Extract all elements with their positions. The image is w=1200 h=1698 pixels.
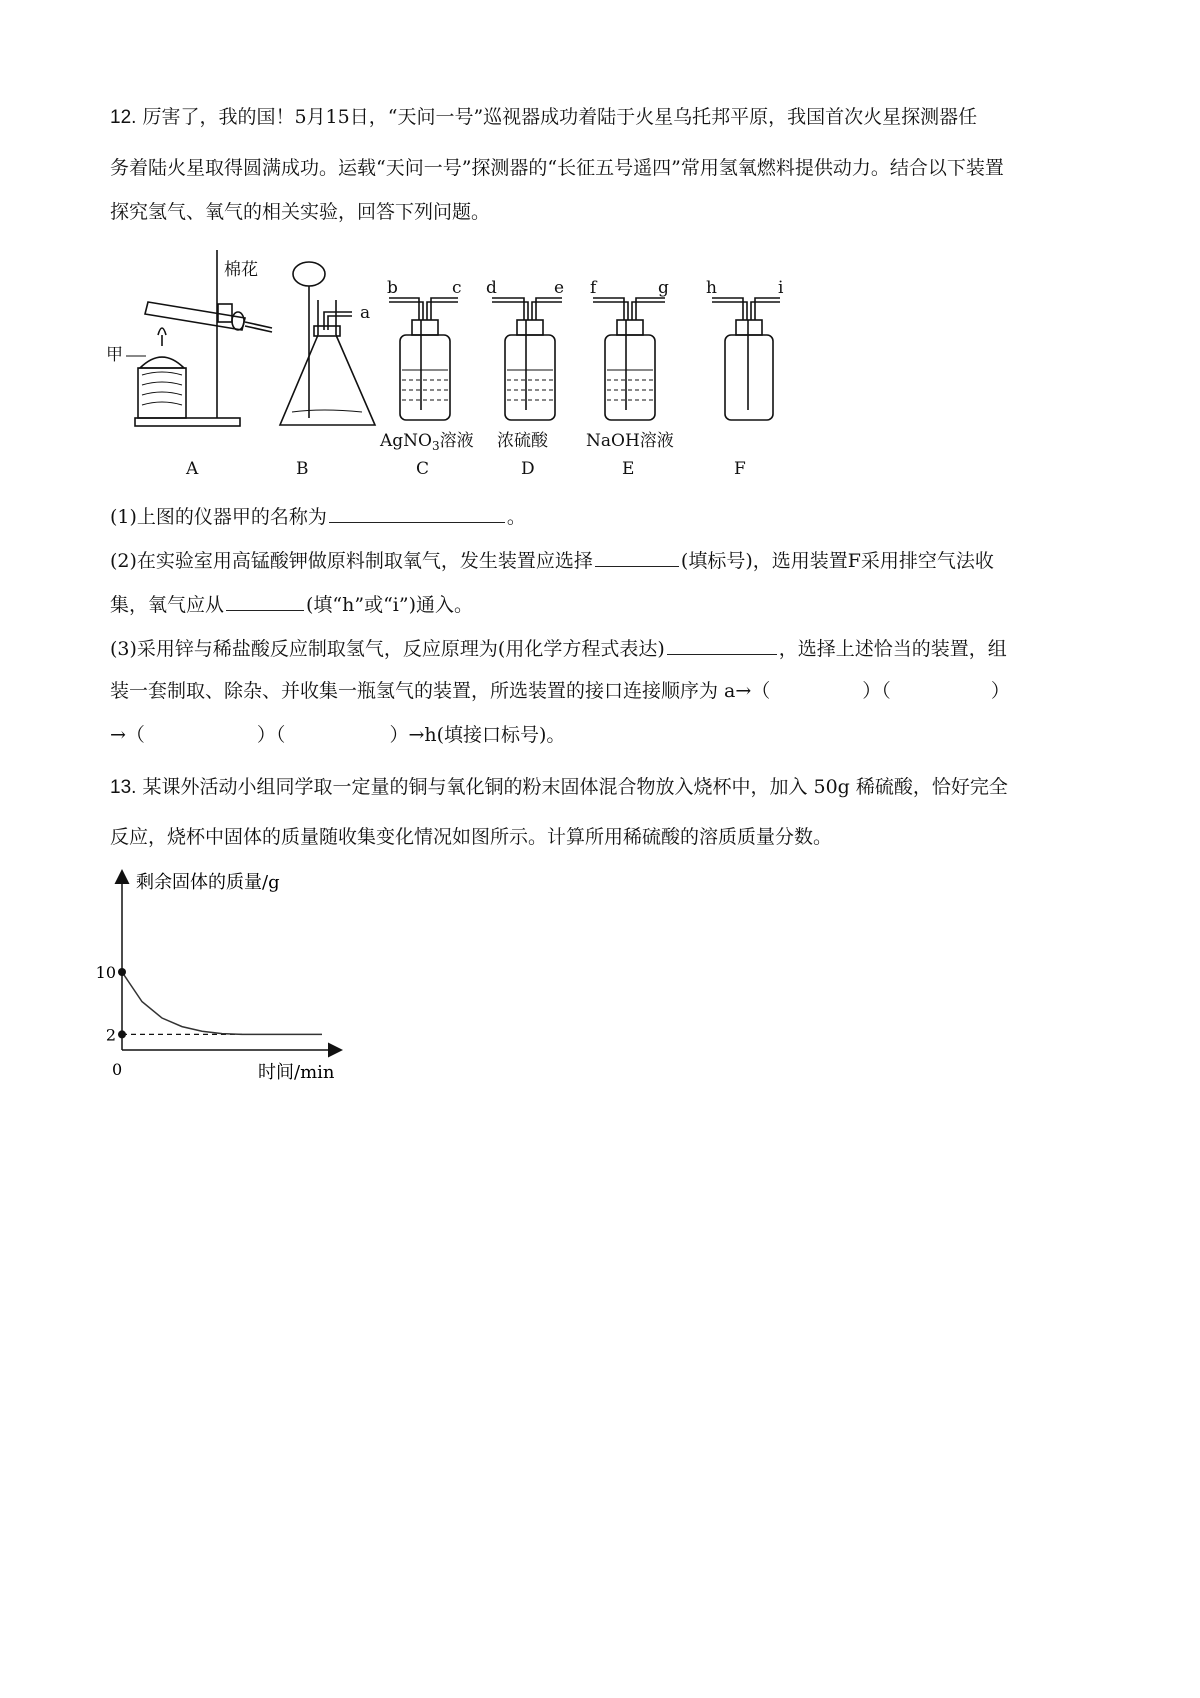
origin-label: 0 (112, 1060, 123, 1079)
q12-part3-line1: (3)采用锌与稀盐酸反应制取氢气，反应原理为(用化学方程式表达) ，选择上述恰当的装置，组 (110, 638, 1007, 660)
mass-time-chart (90, 860, 360, 1090)
label-D: D (521, 459, 535, 479)
question-number: 12. (110, 107, 137, 128)
label-a: a (360, 303, 371, 323)
label-jia: 甲 (106, 345, 123, 365)
label-B: B (296, 459, 309, 479)
answer-blank[interactable] (329, 521, 505, 523)
label-sol-c: AgNO$_3$溶液 (380, 431, 474, 453)
question-number: 13. (110, 777, 137, 798)
stand-base (135, 418, 240, 426)
label-d: d (486, 278, 497, 298)
q12-part1: (1)上图的仪器甲的名称为 。 (110, 506, 526, 528)
q13-line1 (110, 772, 1008, 799)
y-tick-dot (118, 1030, 126, 1038)
label-E: E (622, 459, 635, 479)
y-tick-dot (118, 968, 126, 976)
label-e: e (554, 278, 565, 298)
label-sol-d: 浓硫酸 (497, 431, 548, 451)
label-A: A (186, 459, 199, 479)
label-f: f (590, 278, 597, 298)
label-F: F (734, 459, 746, 479)
label-i: i (778, 278, 784, 298)
y-tick-label: 2 (105, 1025, 116, 1045)
bottle-e (605, 335, 655, 420)
flask-neck (318, 300, 336, 335)
bottle-c (400, 335, 450, 420)
q12-part2-line2: 集，氧气应从 (填“h”或“i”)通入。 (110, 594, 474, 616)
label-h: h (706, 278, 717, 298)
label-C: C (416, 459, 430, 479)
q13-stem-line2: 反应，烧杯中固体的质量随收集变化情况如图所示。计算所用稀硫酸的溶质质量分数。 (110, 826, 833, 848)
q13-stem-line1: 某课外活动小组同学取一定量的铜与氧化铜的粉末固体混合物放入烧杯中，加入 50g 稀硫酸，恰好完全 (142, 776, 1008, 798)
q12-stem-line1: 厉害了，我的国！5月15日，“天问一号”巡视器成功着陆于火星乌托邦平原，我国首次火星探测器任 (142, 106, 978, 128)
label-sol-e: NaOH溶液 (586, 431, 674, 451)
thistle-funnel (293, 262, 325, 286)
x-axis-label: 时间/min (258, 1062, 335, 1083)
answer-blank[interactable] (226, 609, 304, 611)
bottle-f (725, 335, 773, 420)
label-g: g (658, 278, 669, 298)
answer-blank[interactable] (667, 653, 777, 655)
answer-blank[interactable] (595, 565, 679, 567)
bottle-d (505, 335, 555, 420)
test-tube (145, 302, 245, 330)
q12-part2-line1: (2)在实验室用高锰酸钾做原料制取氧气，发生装置应选择 (填标号)，选用装置F采用排空气法收 (110, 550, 994, 572)
mass-curve (122, 972, 322, 1034)
q12-stem-line3: 探究氢气、氧气的相关实验，回答下列问题。 (110, 201, 491, 223)
alcohol-lamp (140, 357, 184, 368)
apparatus-figure (100, 240, 820, 485)
q12-stem-line2: 务着陆火星取得圆满成功。运载“天问一号”探测器的“长征五号遥四”常用氢氧燃料提供动力。结合以下装置 (110, 157, 1004, 179)
q12-part3-line3: →（ ）（ ）→h(填接口标号)。 (110, 724, 566, 746)
label-cotton: 棉花 (224, 260, 258, 280)
q12-line1 (110, 102, 977, 129)
y-tick-label: 10 (95, 963, 116, 982)
wood-block (138, 368, 186, 418)
q12-part3-line2: 装一套制取、除杂、并收集一瓶氢气的装置，所选装置的接口连接顺序为 a→（ ）（ ） (110, 680, 1010, 702)
label-c: c (452, 278, 462, 298)
y-axis-label: 剩余固体的质量/g (136, 872, 280, 893)
label-b: b (387, 278, 398, 298)
